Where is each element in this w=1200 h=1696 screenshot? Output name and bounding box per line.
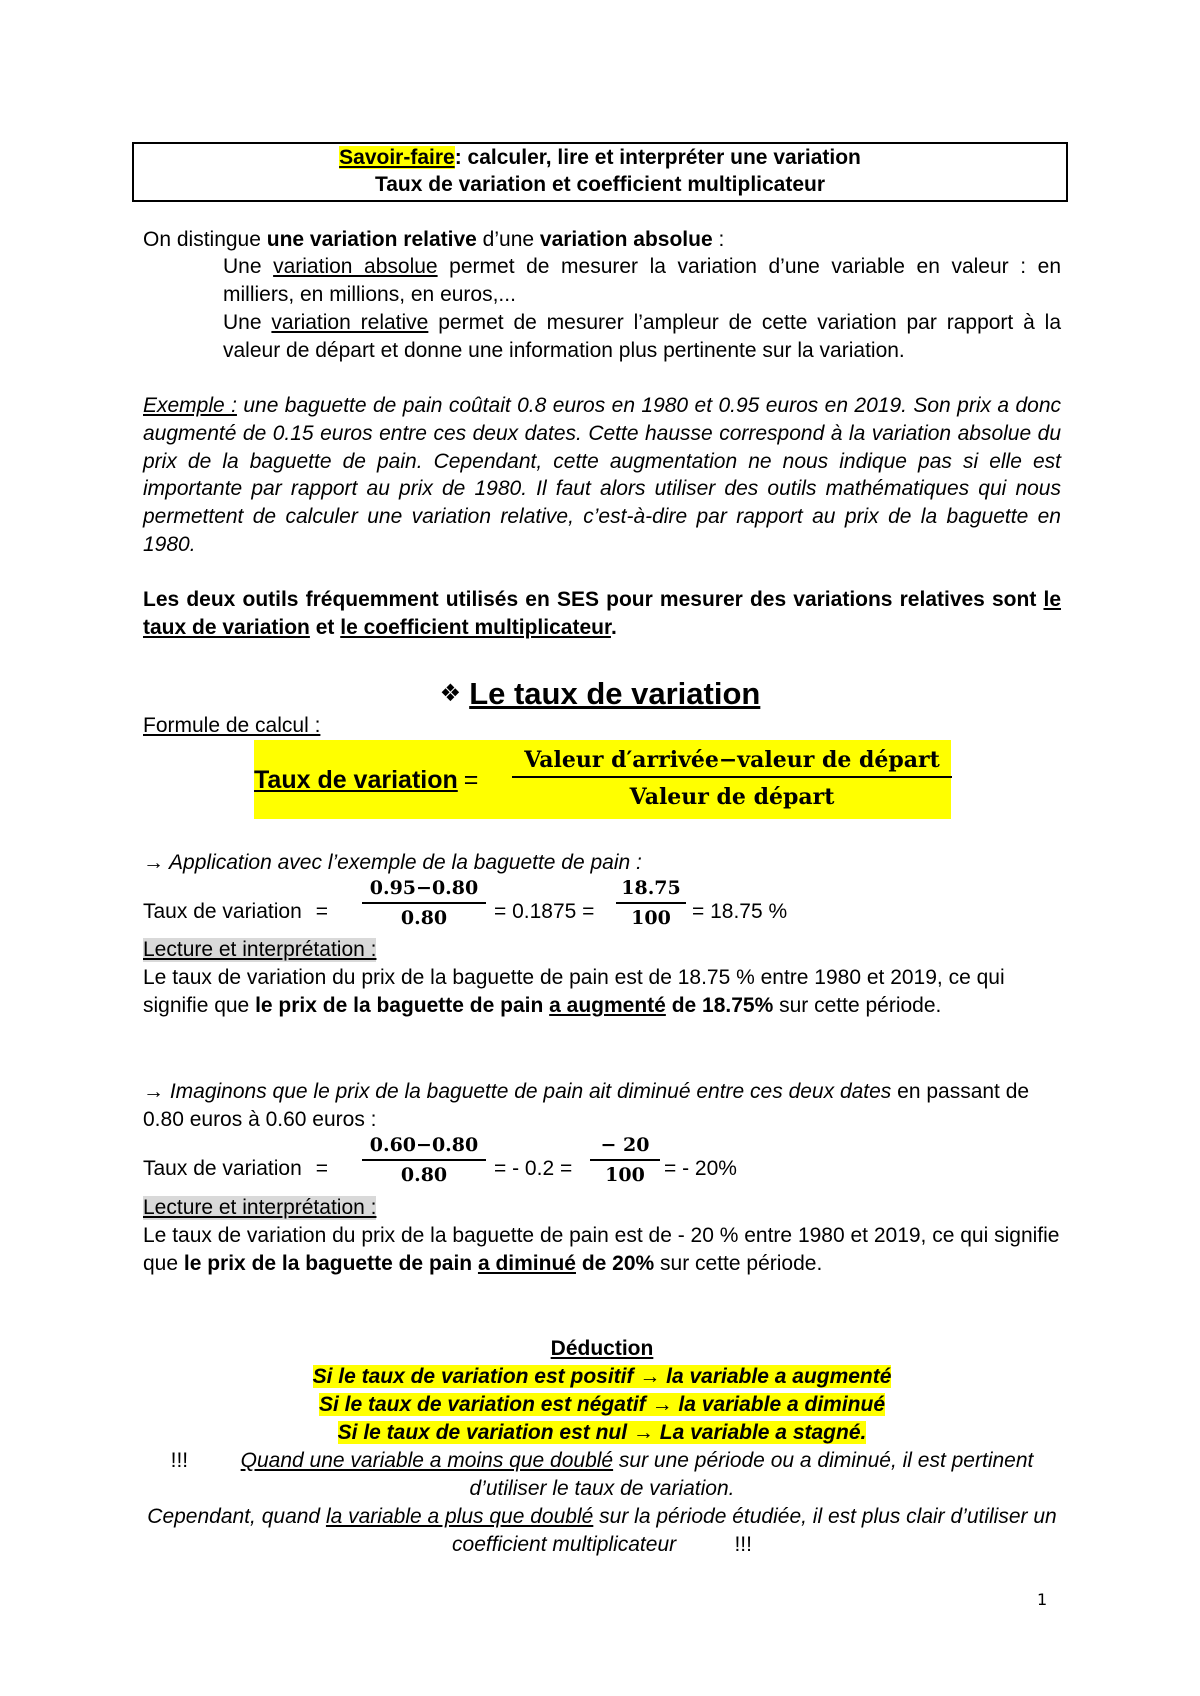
- page-number: 1: [1037, 1590, 1048, 1609]
- app1-f1-den: 0.80: [400, 907, 448, 929]
- app1-mid: = 0.1875 =: [494, 900, 595, 923]
- app2-t2: le prix de la baguette de pain: [183, 1251, 478, 1275]
- app2-intro-italic: → Imaginons que le prix de la baguette de pain ait diminué entre ces deux dates: [143, 1080, 892, 1103]
- app2-eq: =: [315, 1157, 329, 1180]
- app1-lecture-label: Lecture et interprétation :: [143, 938, 377, 961]
- note-2-term: la variable a plus que doublé: [325, 1505, 594, 1528]
- app2-t5: sur cette période.: [654, 1251, 823, 1275]
- app1-eq: =: [315, 900, 329, 923]
- deduction-note-1: [143, 1447, 1061, 1503]
- intro-bold-relative: une variation relative: [266, 228, 477, 251]
- deduction-rule-null: [143, 1419, 1061, 1447]
- deduction-title: [143, 1335, 1061, 1363]
- formula-fraction: [512, 744, 952, 816]
- tools-term-1: le taux de variation: [143, 588, 1061, 639]
- tools-paragraph: [143, 586, 1061, 642]
- app2-t3: a diminué: [477, 1251, 576, 1275]
- intro-bold-absolute: variation absolue: [539, 228, 713, 251]
- example-text: une baguette de pain coûtait 0.8 euros en 1980 et 0.95 euros en 2019. Son prix a donc augmenté de 0.15 euros entre ces deux dates. Cette hausse correspond à la variation absolue du prix de la baguette de pain. Cependant, cette augmentation ne nous indique pas si elle est importante par rapport au prix de 1980. Il faut alors utiliser des outils mathématiques qui nous permettent de calculer une variation relative, c’est-à-dire par rapport au prix de la baguette en 1980.: [143, 394, 1062, 556]
- app2-result: = - 20%: [664, 1157, 737, 1180]
- bullet-2-b: permet de mesurer l’ampleur de cette variation par rapport à la valeur de départ et donne une information plus pertinente sur la variation.: [223, 311, 1062, 362]
- example-label: Exemple :: [143, 394, 237, 417]
- app2-t4: de 20%: [575, 1251, 655, 1275]
- intro-paragraph: [143, 226, 1061, 254]
- app1-t1: Le taux de variation du prix de la baguette de pain est de 18.75 % entre 1980 et 2019, ce qui signifie que: [143, 966, 1005, 1017]
- formula-lhs-text: Taux de variation: [254, 766, 458, 794]
- deduction-title-text: Déduction: [550, 1337, 654, 1360]
- intro-text-a: On distingue: [143, 228, 267, 251]
- title-line-1: [134, 144, 1066, 171]
- tools-term-2: le coefficient multiplicateur: [340, 615, 611, 639]
- app2-lhs: [143, 1157, 328, 1181]
- bullet-1-b: permet de mesurer la variation d’une variable en valeur : en milliers, en millions, en euros,...: [223, 255, 1061, 306]
- app2-mid: = - 0.2 =: [494, 1157, 573, 1180]
- bullet-absolute: [175, 253, 1061, 309]
- app1-t3: a augmenté: [549, 993, 666, 1017]
- title-line-2: Taux de variation et coefficient multiplicateur: [374, 173, 826, 196]
- app2-f1-num: 0.60−0.80: [369, 1134, 479, 1156]
- formula-numerator: Valeur d′arrivée−valeur de départ: [524, 747, 940, 773]
- app2-f1-den: 0.80: [400, 1164, 448, 1186]
- app2-intro: [143, 1078, 1061, 1134]
- tools-text-a: Les deux outils fréquemment utilisés en SES pour mesurer des variations relatives sont: [143, 588, 1044, 611]
- rule-null-text: Si le taux de variation est nul → La variable a stagné.: [337, 1421, 867, 1444]
- app2-lhs-text: Taux de variation: [143, 1157, 302, 1180]
- app1-f2-num: 18.75: [621, 877, 681, 899]
- section-heading-text: Le taux de variation: [469, 676, 761, 711]
- bullet-1-a: Une: [223, 255, 274, 278]
- app1-lhs: [143, 900, 328, 924]
- app2-t1: Le taux de variation du prix de la baguette de pain est de - 20 % entre 1980 et 2019, ce qui signifie que: [143, 1224, 1060, 1275]
- app2-fraction-1: [362, 1131, 486, 1189]
- app1-intro: → Application avec l’exemple de la baguette de pain :: [143, 851, 642, 874]
- example-paragraph: [143, 392, 1061, 559]
- bullet-2-a: Une: [223, 311, 272, 334]
- diamond-star-icon: ❖: [439, 679, 462, 707]
- app1-t5: sur cette période.: [773, 993, 942, 1017]
- app2-interpretation: [143, 1222, 1061, 1278]
- app1-result: = 18.75 %: [692, 900, 788, 923]
- rule-positive-text: Si le taux de variation est positif → la variable a augmenté: [312, 1365, 892, 1388]
- savoir-faire-label: Savoir-faire: [339, 146, 455, 169]
- section-heading: [0, 676, 1200, 712]
- deduction-rule-positive: [143, 1363, 1061, 1391]
- note-1-marks: !!!: [170, 1449, 241, 1472]
- app1-f1-num: 0.95−0.80: [369, 877, 479, 899]
- deduction-rule-negative: [143, 1391, 1061, 1419]
- bullet-relative: [175, 309, 1061, 365]
- intro-text-c: d’une: [476, 228, 540, 251]
- title-line-1-text: : calculer, lire et interpréter une variation: [454, 146, 861, 169]
- rule-negative-text: Si le taux de variation est négatif → la variable a diminué: [318, 1393, 885, 1416]
- app2-lecture-label: Lecture et interprétation :: [143, 1196, 377, 1219]
- intro-text-e: :: [712, 228, 725, 251]
- app1-fraction-1: [362, 874, 486, 932]
- app2-f2-num: − 20: [600, 1134, 650, 1156]
- app1-fraction-2: [616, 874, 686, 932]
- title-box: [132, 142, 1068, 202]
- app1-t4: de 18.75%: [665, 993, 774, 1017]
- formula-lhs: [254, 766, 478, 795]
- formula-eq: =: [463, 766, 479, 794]
- app2-intro-rest: en passant de 0.80 euros à 0.60 euros :: [143, 1080, 1030, 1131]
- app2-f2-den: 100: [605, 1164, 645, 1186]
- app2-fraction-2: [590, 1131, 660, 1189]
- note-1-term: Quand une variable a moins que doublé: [240, 1449, 614, 1472]
- note-2-text: sur la période étudiée, il est plus clair d’utiliser un coefficient multiplicateur: [452, 1505, 1057, 1556]
- app1-interpretation: [143, 964, 1061, 1020]
- deduction-note-2: [143, 1503, 1061, 1559]
- note-2-marks: !!!: [676, 1532, 752, 1556]
- app1-f2-den: 100: [631, 907, 671, 929]
- app1-t2: le prix de la baguette de pain: [255, 993, 550, 1017]
- formula-label: Formule de calcul :: [143, 714, 321, 737]
- note-1-text: sur une période ou a diminué, il est pertinent d’utiliser le taux de variation.: [469, 1449, 1034, 1500]
- tools-text-b: et: [309, 615, 341, 639]
- tools-text-c: .: [610, 615, 617, 639]
- formula-denominator: Valeur de départ: [629, 784, 835, 810]
- bullet-1-term: variation absolue: [273, 255, 438, 278]
- note-2-a: Cependant, quand: [147, 1505, 326, 1528]
- app1-lhs-text: Taux de variation: [143, 900, 302, 923]
- bullet-2-term: variation relative: [271, 311, 429, 334]
